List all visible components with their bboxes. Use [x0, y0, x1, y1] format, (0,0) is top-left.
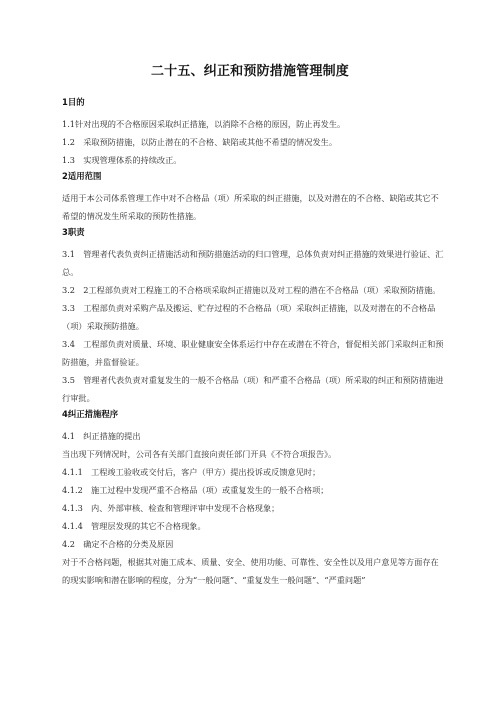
- paragraph: 3.3 工程部负责对采购产品及搬运、贮存过程的不合格品（项）采取纠正措施，以及对潜在的不合格品（项）采取预防措施。: [62, 303, 436, 331]
- document-body: [62, 97, 446, 589]
- paragraph: 4.1.1 工程竣工验收或交付后，客户（甲方）提出投诉或反馈意见时；: [62, 467, 321, 477]
- paragraph: 3.4 工程部负责对质量、环境、职业健康安全体系运行中存在或潜在不符合，督促相关部门采取纠正和预防措施，并监督验证。: [62, 339, 444, 367]
- paragraph: 当出现下列情况时，公司各有关部门直接向责任部门开具《不符合项报告》。: [62, 449, 337, 459]
- paragraph: 适用于本公司体系管理工作中对不合格品（项）所采取的纠正措施，以及对潜在的不合格、缺陷或其它不希望的情况发生所采取的预防性措施。: [62, 193, 439, 221]
- paragraph: 对于不合格问题，根据其对施工成本、质量、安全、使用功能、可靠性、安全性以及用户意见等方面存在的现实影响和潜在影响的程度，分为“一般问题”、“重复发生一般问题”、“严重问题”: [62, 557, 439, 585]
- paragraph: 4.1.2 施工过程中发现严重不合格品（项）或重复发生的一般不合格项；: [62, 485, 329, 495]
- paragraph: 4.1.3 内、外部审核、检查和管理评审中发现不合格现象；: [62, 503, 280, 513]
- paragraph: 4.1 纠正措施的提出: [62, 431, 141, 441]
- section-heading-corrective-procedure: 4纠正措施程序: [62, 409, 119, 419]
- paragraph: 3.1 管理者代表负责纠正措施活动和预防措施活动的归口管理，总体负责对纠正措施的效果进行验证、汇总。: [62, 249, 444, 277]
- paragraph: 3.2 2工程部负责对工程施工的不合格项采取纠正措施以及对工程的潜在不合格品（项）采取预防措施。: [62, 285, 441, 295]
- section-heading-purpose: 1目的: [62, 97, 85, 107]
- paragraph: 1.1针对出现的不合格原因采取纠正措施，以消除不合格的原因，防止再发生。: [62, 119, 346, 129]
- paragraph: 4.1.4 管理层发现的其它不合格现象。: [62, 521, 206, 531]
- paragraph: 3.5 管理者代表负责对重复发生的一般不合格品（项）和严重不合格品（项）所采取的纠正和预防措施进行审批。: [62, 375, 444, 403]
- paragraph: 1.2 采取预防措施，以防止潜在的不合格、缺陷或其他不希望的情况发生。: [62, 137, 338, 147]
- section-heading-scope: 2适用范围: [62, 171, 102, 181]
- paragraph: 1.3 实现管理体系的持续改正。: [62, 155, 182, 165]
- section-heading-responsibilities: 3职责: [62, 227, 85, 237]
- document-title: 二十五、纠正和预防措施管理制度: [150, 64, 349, 79]
- paragraph: 4.2 确定不合格的分类及原因: [62, 539, 174, 549]
